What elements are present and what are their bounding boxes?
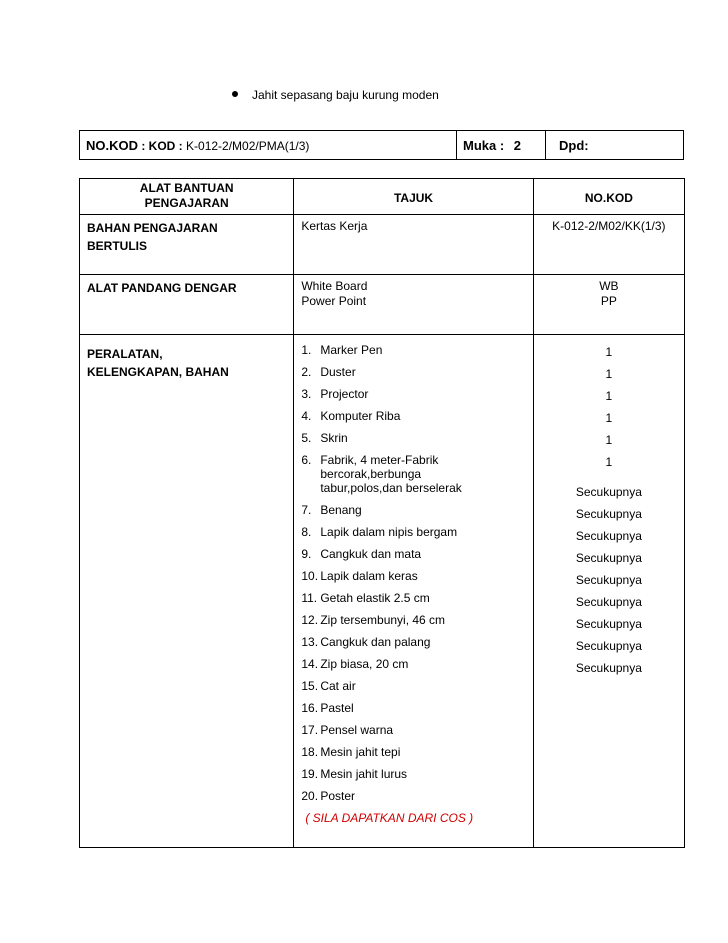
quantity-value: 1 (605, 411, 613, 425)
list-item-number: 3. (301, 387, 312, 401)
list-item (301, 657, 532, 671)
list-item-text: Benang (320, 503, 362, 517)
list-item (301, 453, 532, 495)
secukupnya-value: Secukupnya (575, 529, 642, 543)
quantity-value: 1 (605, 433, 613, 447)
row-label-peralatan: PERALATAN, KELENGKAPAN, BAHAN (80, 335, 294, 848)
secukupnya-value: Secukupnya (575, 661, 642, 675)
list-item-number: 11. (301, 591, 318, 605)
secukupnya-value: Secukupnya (575, 595, 642, 609)
row-qty-peralatan (533, 335, 684, 848)
quantity-list (534, 341, 684, 473)
items-list (301, 343, 532, 803)
list-item-text: Fabrik, 4 meter-Fabrik bercorak,berbunga tabur,polos,dan berselerak (320, 453, 462, 495)
list-item-number: 5. (301, 431, 312, 445)
list-item-text: Pastel (320, 701, 354, 715)
header-kod-cell (80, 131, 457, 159)
quantity-value: 1 (605, 345, 613, 359)
tajuk-powerpoint: Power Point (301, 294, 367, 308)
list-item-text: Lapik dalam keras (320, 569, 418, 583)
note-cos: ( SILA DAPATKAN DARI COS ) (305, 811, 474, 825)
list-item-text: Cangkuk dan mata (320, 547, 422, 561)
list-item-text: Zip biasa, 20 cm (320, 657, 409, 671)
col-header-tajuk: TAJUK (294, 179, 533, 215)
list-item-text: Duster (320, 365, 356, 379)
list-item-text: Zip tersembunyi, 46 cm (320, 613, 446, 627)
list-item-text: Getah elastik 2.5 cm (320, 591, 430, 605)
secukupnya-value: Secukupnya (575, 485, 642, 499)
list-item (301, 365, 532, 379)
row-tajuk-bahan: Kertas Kerja (294, 215, 533, 275)
muka-label: Muka : (463, 138, 505, 153)
list-item (301, 745, 532, 759)
row-label-apd: ALAT PANDANG DENGAR (80, 275, 294, 335)
kod-value: K-012-2/M02/PMA(1/3) (186, 139, 310, 153)
list-item (301, 701, 532, 715)
list-item (301, 789, 532, 803)
table-row (80, 275, 685, 335)
list-item-number: 6. (301, 453, 312, 467)
list-item-text: Pensel warna (320, 723, 394, 737)
list-item-number: 12. (301, 613, 319, 627)
list-item-text: Mesin jahit lurus (320, 767, 408, 781)
secukupnya-value: Secukupnya (575, 551, 642, 565)
quantity-value: 1 (605, 389, 613, 403)
list-item-number: 13. (301, 635, 319, 649)
list-item (301, 409, 532, 423)
list-item-text: Mesin jahit tepi (320, 745, 401, 759)
header-box (79, 130, 684, 160)
kod-wb: WB (599, 279, 619, 293)
bullet-item (232, 88, 439, 102)
list-item (301, 723, 532, 737)
list-item-text: Poster (320, 789, 356, 803)
list-item (301, 635, 532, 649)
secukupnya-value: Secukupnya (575, 617, 642, 631)
list-item-number: 18. (301, 745, 319, 759)
col-header-alat: ALAT BANTUAN PENGAJARAN (80, 179, 294, 215)
list-item-text: Komputer Riba (320, 409, 401, 423)
secukupnya-value: Secukupnya (575, 507, 642, 521)
list-item-number: 17. (301, 723, 319, 737)
list-item-number: 19. (301, 767, 319, 781)
list-item-text: Cangkuk dan palang (320, 635, 431, 649)
muka-value: 2 (513, 138, 522, 153)
secukupnya-value: Secukupnya (575, 639, 642, 653)
table-header-row (80, 179, 685, 215)
row-kod-bahan: K-012-2/M02/KK(1/3) (533, 215, 684, 275)
list-item (301, 569, 532, 583)
list-item-number: 7. (301, 503, 312, 517)
list-item-number: 9. (301, 547, 312, 561)
list-item (301, 613, 532, 627)
list-item-number: 10. (301, 569, 319, 583)
table-row (80, 215, 685, 275)
resources-table (79, 178, 685, 848)
kod-label: : KOD : (141, 139, 183, 153)
list-item-number: 2. (301, 365, 312, 379)
secukupnya-value: Secukupnya (575, 573, 642, 587)
list-item-text: Lapik dalam nipis bergam (320, 525, 458, 539)
list-item-number: 4. (301, 409, 312, 423)
quantity-value: 1 (605, 367, 613, 381)
secukupnya-list (534, 481, 684, 679)
list-item (301, 679, 532, 693)
bullet-icon (232, 91, 238, 97)
list-item-text: Skrin (320, 431, 348, 445)
tajuk-whiteboard: White Board (301, 279, 368, 293)
list-item-number: 20. (301, 789, 319, 803)
list-item-text: Marker Pen (320, 343, 383, 357)
list-item (301, 525, 532, 539)
row-items-peralatan (294, 335, 533, 848)
list-item (301, 591, 532, 605)
list-item-text: Cat air (320, 679, 356, 693)
quantity-value: 1 (605, 455, 613, 469)
list-item (301, 547, 532, 561)
list-item (301, 387, 532, 401)
dpd-label: Dpd: (559, 138, 589, 153)
list-item-number: 15. (301, 679, 319, 693)
list-item-number: 1. (301, 343, 312, 357)
row-kod-apd (533, 275, 684, 335)
bullet-text: Jahit sepasang baju kurung moden (252, 88, 439, 102)
row-label-bahan: BAHAN PENGAJARAN BERTULIS (80, 215, 294, 275)
kod-pp: PP (600, 294, 617, 308)
row-tajuk-apd (294, 275, 533, 335)
list-item (301, 767, 532, 781)
nokod-label: NO.KOD (86, 138, 138, 153)
list-item-number: 16. (301, 701, 319, 715)
list-item (301, 431, 532, 445)
list-item (301, 343, 532, 357)
list-item-number: 14. (301, 657, 319, 671)
header-dpd-cell (546, 131, 683, 159)
table-row (80, 335, 685, 848)
list-item (301, 503, 532, 517)
list-item-text: Projector (320, 387, 369, 401)
header-muka-cell (457, 131, 546, 159)
list-item-number: 8. (301, 525, 312, 539)
col-header-nokod: NO.KOD (533, 179, 684, 215)
